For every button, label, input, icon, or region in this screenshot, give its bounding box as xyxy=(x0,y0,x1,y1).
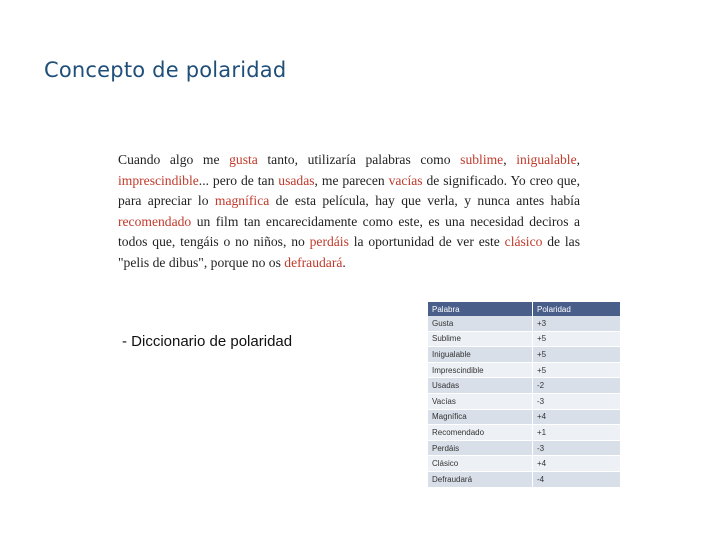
highlighted-word: usadas xyxy=(278,172,315,188)
highlighted-word: inigualable xyxy=(516,152,577,167)
paragraph-text: ... pero de tan xyxy=(198,172,279,188)
table-row xyxy=(428,425,621,441)
polarity-cell: +1 xyxy=(533,425,621,441)
word-cell: Sublime xyxy=(428,331,533,347)
polarity-cell: +5 xyxy=(533,331,621,347)
table-row xyxy=(428,378,621,394)
polarity-table xyxy=(428,302,621,488)
word-cell: Perdáis xyxy=(428,440,533,456)
polarity-cell: -2 xyxy=(533,378,621,394)
polarity-cell: +5 xyxy=(533,347,621,363)
paragraph-text: Cuando algo me xyxy=(118,152,230,167)
highlighted-word: clásico xyxy=(504,234,543,250)
word-cell: Recomendado xyxy=(428,425,533,441)
header-word: Palabra xyxy=(428,302,533,316)
paragraph-text: , xyxy=(503,152,517,167)
highlighted-word: defraudará xyxy=(284,254,343,270)
word-cell: Inigualable xyxy=(428,347,533,363)
word-cell: Defraudará xyxy=(428,471,533,487)
paragraph-text: de esta película, hay que verla, y nunca antes había xyxy=(269,193,580,209)
paragraph-text: un film tan encarecidamente como este, es una necesidad deciros a todos que, tengáis o no niños, no xyxy=(118,213,580,250)
paragraph-text: tanto, utilizaría palabras como xyxy=(257,152,461,167)
table-row xyxy=(428,316,621,331)
paragraph-text: la oportunidad de ver este xyxy=(348,234,505,250)
highlighted-word: magnífica xyxy=(214,193,270,209)
table-row xyxy=(428,409,621,425)
polarity-cell: -3 xyxy=(533,440,621,456)
polarity-cell: +3 xyxy=(533,316,621,331)
polarity-cell: +5 xyxy=(533,362,621,378)
table-row xyxy=(428,440,621,456)
bullet-text: - Diccionario de polaridad xyxy=(122,333,293,350)
paragraph-text: de las "pelis de dibus", porque no os xyxy=(118,234,580,270)
highlighted-word: gusta xyxy=(229,152,258,167)
table-row xyxy=(428,456,621,472)
paragraph-text: . xyxy=(342,254,346,270)
slide-title: Concepto de polaridad xyxy=(44,58,287,82)
review-paragraph xyxy=(118,150,580,274)
polarity-cell: -3 xyxy=(533,393,621,409)
highlighted-word: sublime xyxy=(460,152,504,167)
highlighted-word: vacías xyxy=(388,172,423,188)
table-row xyxy=(428,362,621,378)
table-row xyxy=(428,471,621,487)
paragraph-text: , me parecen xyxy=(314,172,389,188)
polarity-cell: +4 xyxy=(533,456,621,472)
highlighted-word: imprescindible xyxy=(118,172,199,188)
word-cell: Magnífica xyxy=(428,409,533,425)
paragraph-text: , xyxy=(576,152,581,167)
word-cell: Clásico xyxy=(428,456,533,472)
table-row xyxy=(428,393,621,409)
highlighted-word: recomendado xyxy=(118,213,192,229)
header-polarity: Polaridad xyxy=(533,302,621,316)
polarity-cell: -4 xyxy=(533,471,621,487)
word-cell: Usadas xyxy=(428,378,533,394)
table-row xyxy=(428,331,621,347)
word-cell: Vacías xyxy=(428,393,533,409)
word-cell: Imprescindible xyxy=(428,362,533,378)
table-row xyxy=(428,347,621,363)
polarity-cell: +4 xyxy=(533,409,621,425)
word-cell: Gusta xyxy=(428,316,533,331)
highlighted-word: perdáis xyxy=(309,234,349,250)
paragraph-text: de significado. Yo creo que, para apreciar lo xyxy=(118,172,580,209)
table-header-row xyxy=(428,302,621,316)
